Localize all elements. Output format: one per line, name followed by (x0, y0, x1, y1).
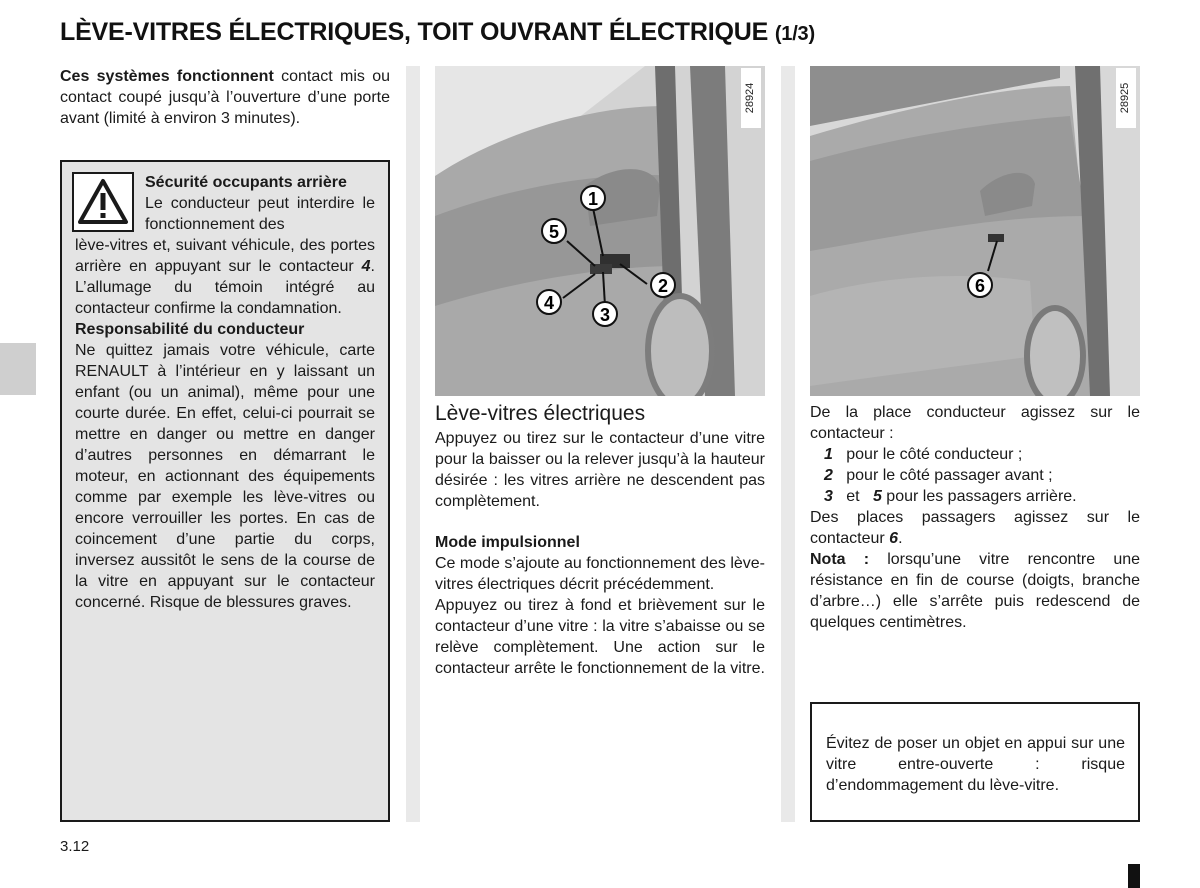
svg-text:1: 1 (587, 189, 599, 209)
section-tab (0, 343, 36, 395)
warning-para1-a: lève-vitres et, suivant véhicule, des portes arrière en appuyant sur le contacteur (75, 237, 375, 275)
title-part: (1/3) (774, 23, 815, 45)
caution-text: Évitez de poser un objet en appui sur une vitre entre-ouverte : risque d’endommagement du lève-vitre. (826, 735, 1125, 794)
svg-text:3: 3 (599, 305, 611, 325)
rear-door-photo (810, 66, 1140, 396)
callout-6 (968, 273, 992, 297)
intro-bold: Ces systèmes fonctionnent (60, 68, 274, 85)
column-divider-2 (781, 66, 795, 822)
front-door-photo (435, 66, 765, 396)
warning-heading: Sécurité occupants arrière (145, 174, 347, 191)
intro-text: contact mis ou contact coupé jusqu’à l’ouverture d’une porte avant (limité à environ 3 minutes). (60, 68, 390, 127)
warning-box (60, 160, 390, 822)
callout-5 (542, 219, 566, 243)
list-item: 1 pour le côté conducteur ; (824, 446, 1023, 463)
intro-paragraph (60, 66, 390, 129)
mode-paragraph-1: Ce mode s’ajoute au fonctionnement des lève-vitres électriques décrit précédemment. (435, 555, 765, 593)
mode-title: Mode impulsionnel (435, 534, 580, 551)
column-divider-1 (406, 66, 420, 822)
section-title: Lève-vitres électriques (435, 402, 646, 425)
warning-heading-2: Responsabilité du conducteur (75, 321, 305, 338)
callout-4 (537, 290, 561, 314)
passenger-paragraph: Des places passagers agissez sur le contacteur 6. (810, 509, 1140, 547)
switch-6 (988, 234, 1004, 242)
warning-para1-b: . L’allumage du témoin intégré au contacteur confirme la condamnation. (75, 258, 375, 317)
section-paragraph: Appuyez ou tirez sur le contacteur d’une vitre pour la baisser ou la relever jusqu’à la hauteur désirée : les vitres arrière ne descendent pas complètement. (435, 430, 765, 510)
caution-box (810, 702, 1140, 822)
warning-first-line: Le conducteur peut interdire le fonctionnement des (145, 195, 375, 233)
nota-paragraph (810, 549, 1140, 633)
nota-label: Nota : (810, 551, 870, 568)
page-number: 3.12 (60, 838, 90, 855)
title-text: LÈVE-VITRES ÉLECTRIQUES, TOIT OUVRANT ÉLECTRIQUE (60, 18, 769, 46)
driver-intro: De la place conducteur agissez sur le contacteur : (810, 404, 1140, 442)
page-title (60, 18, 815, 47)
list-item: 2 pour le côté passager avant ; (824, 467, 1053, 484)
list-item: 3 et 5 pour les passagers arrière. (824, 488, 1077, 505)
warning-paragraph-1 (75, 235, 375, 319)
controls-section (810, 402, 1140, 633)
corner-mark (1128, 864, 1140, 888)
warning-triangle-icon (72, 172, 134, 232)
warning-paragraph-2: Ne quittez jamais votre véhicule, carte RENAULT à l’intérieur en y laissant un enfant (ou un animal), même pour une courte durée. En effet, celui-ci pourrait se mettre en danger ou mettre en danger d’autres personnes en démarrant le moteur, en actionnant des équipements comme par exemple les lève-vitres ou encore verrouiller les portes. En cas de coincement d’une partie du corps, inversez aussitôt le sens de la course de la vitre en appuyant sur le contacteur concerné. Risque de blessures graves. (75, 342, 375, 611)
callout-1 (581, 186, 605, 210)
intro-block (60, 66, 390, 129)
callout-3 (593, 302, 617, 326)
svg-text:4: 4 (543, 293, 555, 313)
nota-text: lorsqu’une vitre rencontre une résistance en fin de course (doigts, branche d’arbre…) elle s’arrête puis redescend de quelques centimètres. (810, 551, 1141, 631)
warning-ref-4: 4 (361, 258, 371, 275)
svg-text:2: 2 (657, 276, 669, 296)
svg-text:6: 6 (974, 276, 986, 296)
window-section (435, 400, 765, 679)
figure1-ref: 28924 (744, 82, 756, 114)
callout-2 (651, 273, 675, 297)
svg-text:5: 5 (548, 222, 560, 242)
mode-paragraph-2: Appuyez ou tirez à fond et brièvement sur le contacteur d’une vitre : la vitre s’abaisse ou se relève complètement. Une action sur le contacteur arrête le fonctionnement de la vitre. (435, 597, 765, 677)
figure2-ref: 28925 (1119, 82, 1131, 114)
